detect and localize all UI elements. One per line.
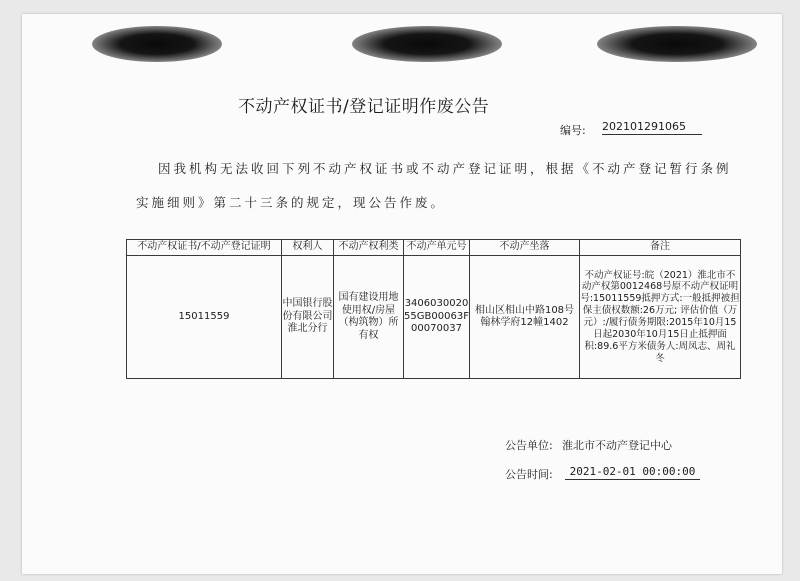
right-type-cell: 国有建设用地使用权/房屋（构筑物）所有权 (334, 256, 404, 379)
notice-table (126, 239, 741, 379)
table-header-row (127, 240, 741, 256)
issuer-label: 公告单位: (505, 439, 553, 452)
column-header: 不动产权利类 (334, 240, 404, 256)
column-header: 不动产坐落 (470, 240, 580, 256)
certificate-number-cell: 15011559 (127, 256, 282, 379)
issuer-value: 淮北市不动产登记中心 (562, 439, 672, 452)
scan-blot (597, 26, 757, 62)
column-header: 备注 (580, 240, 741, 256)
date-label: 公告时间: (505, 468, 553, 481)
column-header: 不动产权证书/不动产登记证明 (127, 240, 282, 256)
holder-cell: 中国银行股份有限公司淮北分行 (282, 256, 334, 379)
scan-blot (352, 26, 502, 62)
column-header: 权利人 (282, 240, 334, 256)
page-title: 不动产权证书/登记证明作废公告 (238, 97, 490, 117)
column-header: 不动产单元号 (404, 240, 470, 256)
location-cell: 相山区相山中路108号翰林学府12幢1402 (470, 256, 580, 379)
scan-blot (92, 26, 222, 62)
serial-label: 编号: (560, 124, 586, 137)
unit-number-cell: 340603002055GB00063F00070037 (404, 256, 470, 379)
body-text-line1: 因我机构无法收回下列不动产权证书或不动产登记证明，根据《不动产登记暂行条例 (158, 161, 732, 176)
table-row (127, 256, 741, 379)
remark-cell: 不动产权证号:皖（2021）淮北市不动产权第0012468号原不动产权证明号:15011559抵押方式:一般抵押被担保主债权数额:26万元; 评估价值（万元）:/履行债务期限:2015年10月15日起2030年10月15日止抵押面积:89.6平方米债务人:周凤志、周礼冬 (580, 256, 741, 379)
date-value: 2021-02-01 00:00:00 (565, 465, 700, 480)
body-text-line2: 实施细则》第二十三条的规定，现公告作废。 (136, 195, 447, 210)
serial-number: 202101291065 (602, 120, 702, 135)
